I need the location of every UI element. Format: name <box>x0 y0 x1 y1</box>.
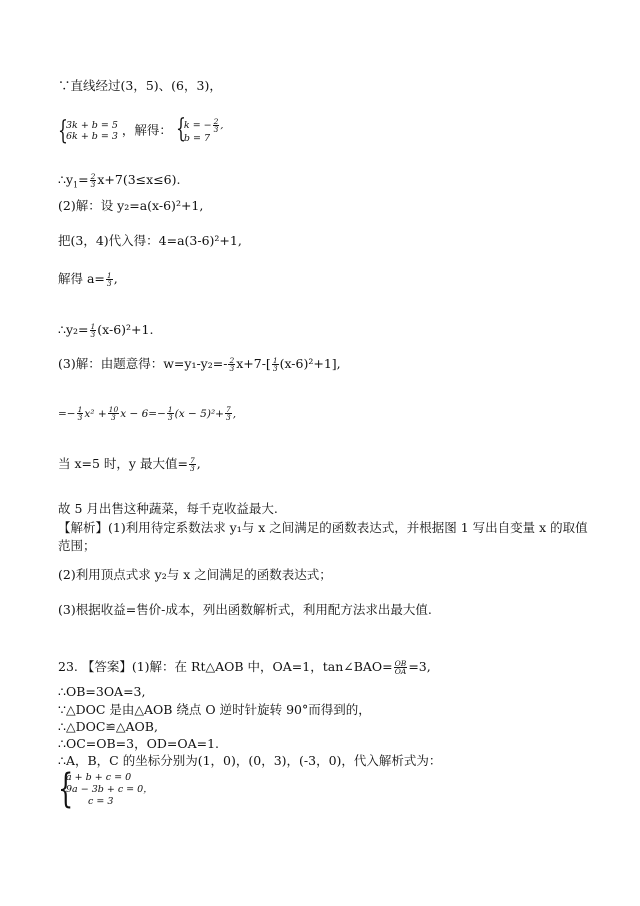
text-line-16: ∴OB=3OA=3, <box>58 684 146 699</box>
system-row: 6k + b = 3 <box>66 131 118 142</box>
system-row: 3k + b = 5 <box>66 120 118 131</box>
text-line-4: (2)解：设 y₂=a(x-6)²+1, <box>58 198 204 213</box>
text-line-6: 解得 a= $\frac{1}{3}$ , <box>58 271 118 288</box>
equation-system-3-line <box>58 766 153 812</box>
text-line-20: ∴A，B，C 的坐标分别为(1，0)，(0，3)，(-3，0)，代入解析式为： <box>58 753 442 768</box>
text-line-10: 当 x=5 时，y 最大值= $\frac{7}{3}$ , <box>58 456 201 473</box>
system-row: 9a − 3b + c = 0， <box>66 784 153 795</box>
text-line-8: (3)解：由题意得：w=y₁-y₂=- $\frac{2}{3}$ x+7-[ $\frac{1}{3}$ (x-6)²+1], <box>58 356 341 373</box>
text-line-14: (3)根据收益=售价-成本，列出函数解析式，利用配方法求出最大值. <box>58 602 432 617</box>
text-line-11: 故 5 月出售这种蔬菜，每千克收益最大. <box>58 501 278 516</box>
text-line-9: =− $\frac{1}{3}$ x² + $\frac{10}{3}$ x − 6=− $\frac{1}{3}$ (x − 5)²+ $\frac{7}{3}$ , <box>58 405 237 422</box>
equation-system-2: { k = − $\frac{2}{3}$ , b = 7 <box>175 114 224 144</box>
text-line-5: 把(3，4)代入得：4=a(3-6)²+1, <box>58 233 242 248</box>
system-row: c = 3 <box>88 796 114 807</box>
system-row: a + b + c = 0 <box>66 772 132 783</box>
text-line-19: ∴OC=OB=3，OD=OA=1. <box>58 736 220 751</box>
text-line-13: (2)利用顶点式求 y₂与 x 之间满足的函数表达式； <box>58 567 332 582</box>
equation-system-line <box>58 114 224 146</box>
solve-label: ，解得： <box>121 122 172 138</box>
analysis-paragraph: 【解析】(1)利用待定系数法求 y₁与 x 之间满足的函数表达式，并根据图 1 写出自变量 x 的取值范围； <box>58 520 588 553</box>
system-row: b = 7 <box>183 133 211 144</box>
text-line-18: ∴△DOC≌△AOB, <box>58 719 158 734</box>
text-line-15: 23. 【答案】(1)解：在 Rt△AOB 中，OA=1，tan∠BAO= $\frac{OB}{OA}$ =3, <box>58 659 431 676</box>
equation-system-1: { 3k + b = 5 6k + b = 3 <box>58 116 118 146</box>
text-line-17: ∵△DOC 是由△AOB 绕点 O 逆时针旋转 90°而得到的， <box>58 702 371 717</box>
text-line-7: ∴y₂= $\frac{1}{3}$ (x-6)²+1. <box>58 322 154 339</box>
equation-system-3: { a + b + c = 0 9a − 3b + c = 0， c = 3 <box>58 766 153 812</box>
text-line-3: $\therefore y_1=$ $\frac{2}{3}$ x+7(3≤x≤6). <box>58 172 181 190</box>
text-line-1: ∵直线经过(3，5)、(6，3)， <box>58 78 222 93</box>
